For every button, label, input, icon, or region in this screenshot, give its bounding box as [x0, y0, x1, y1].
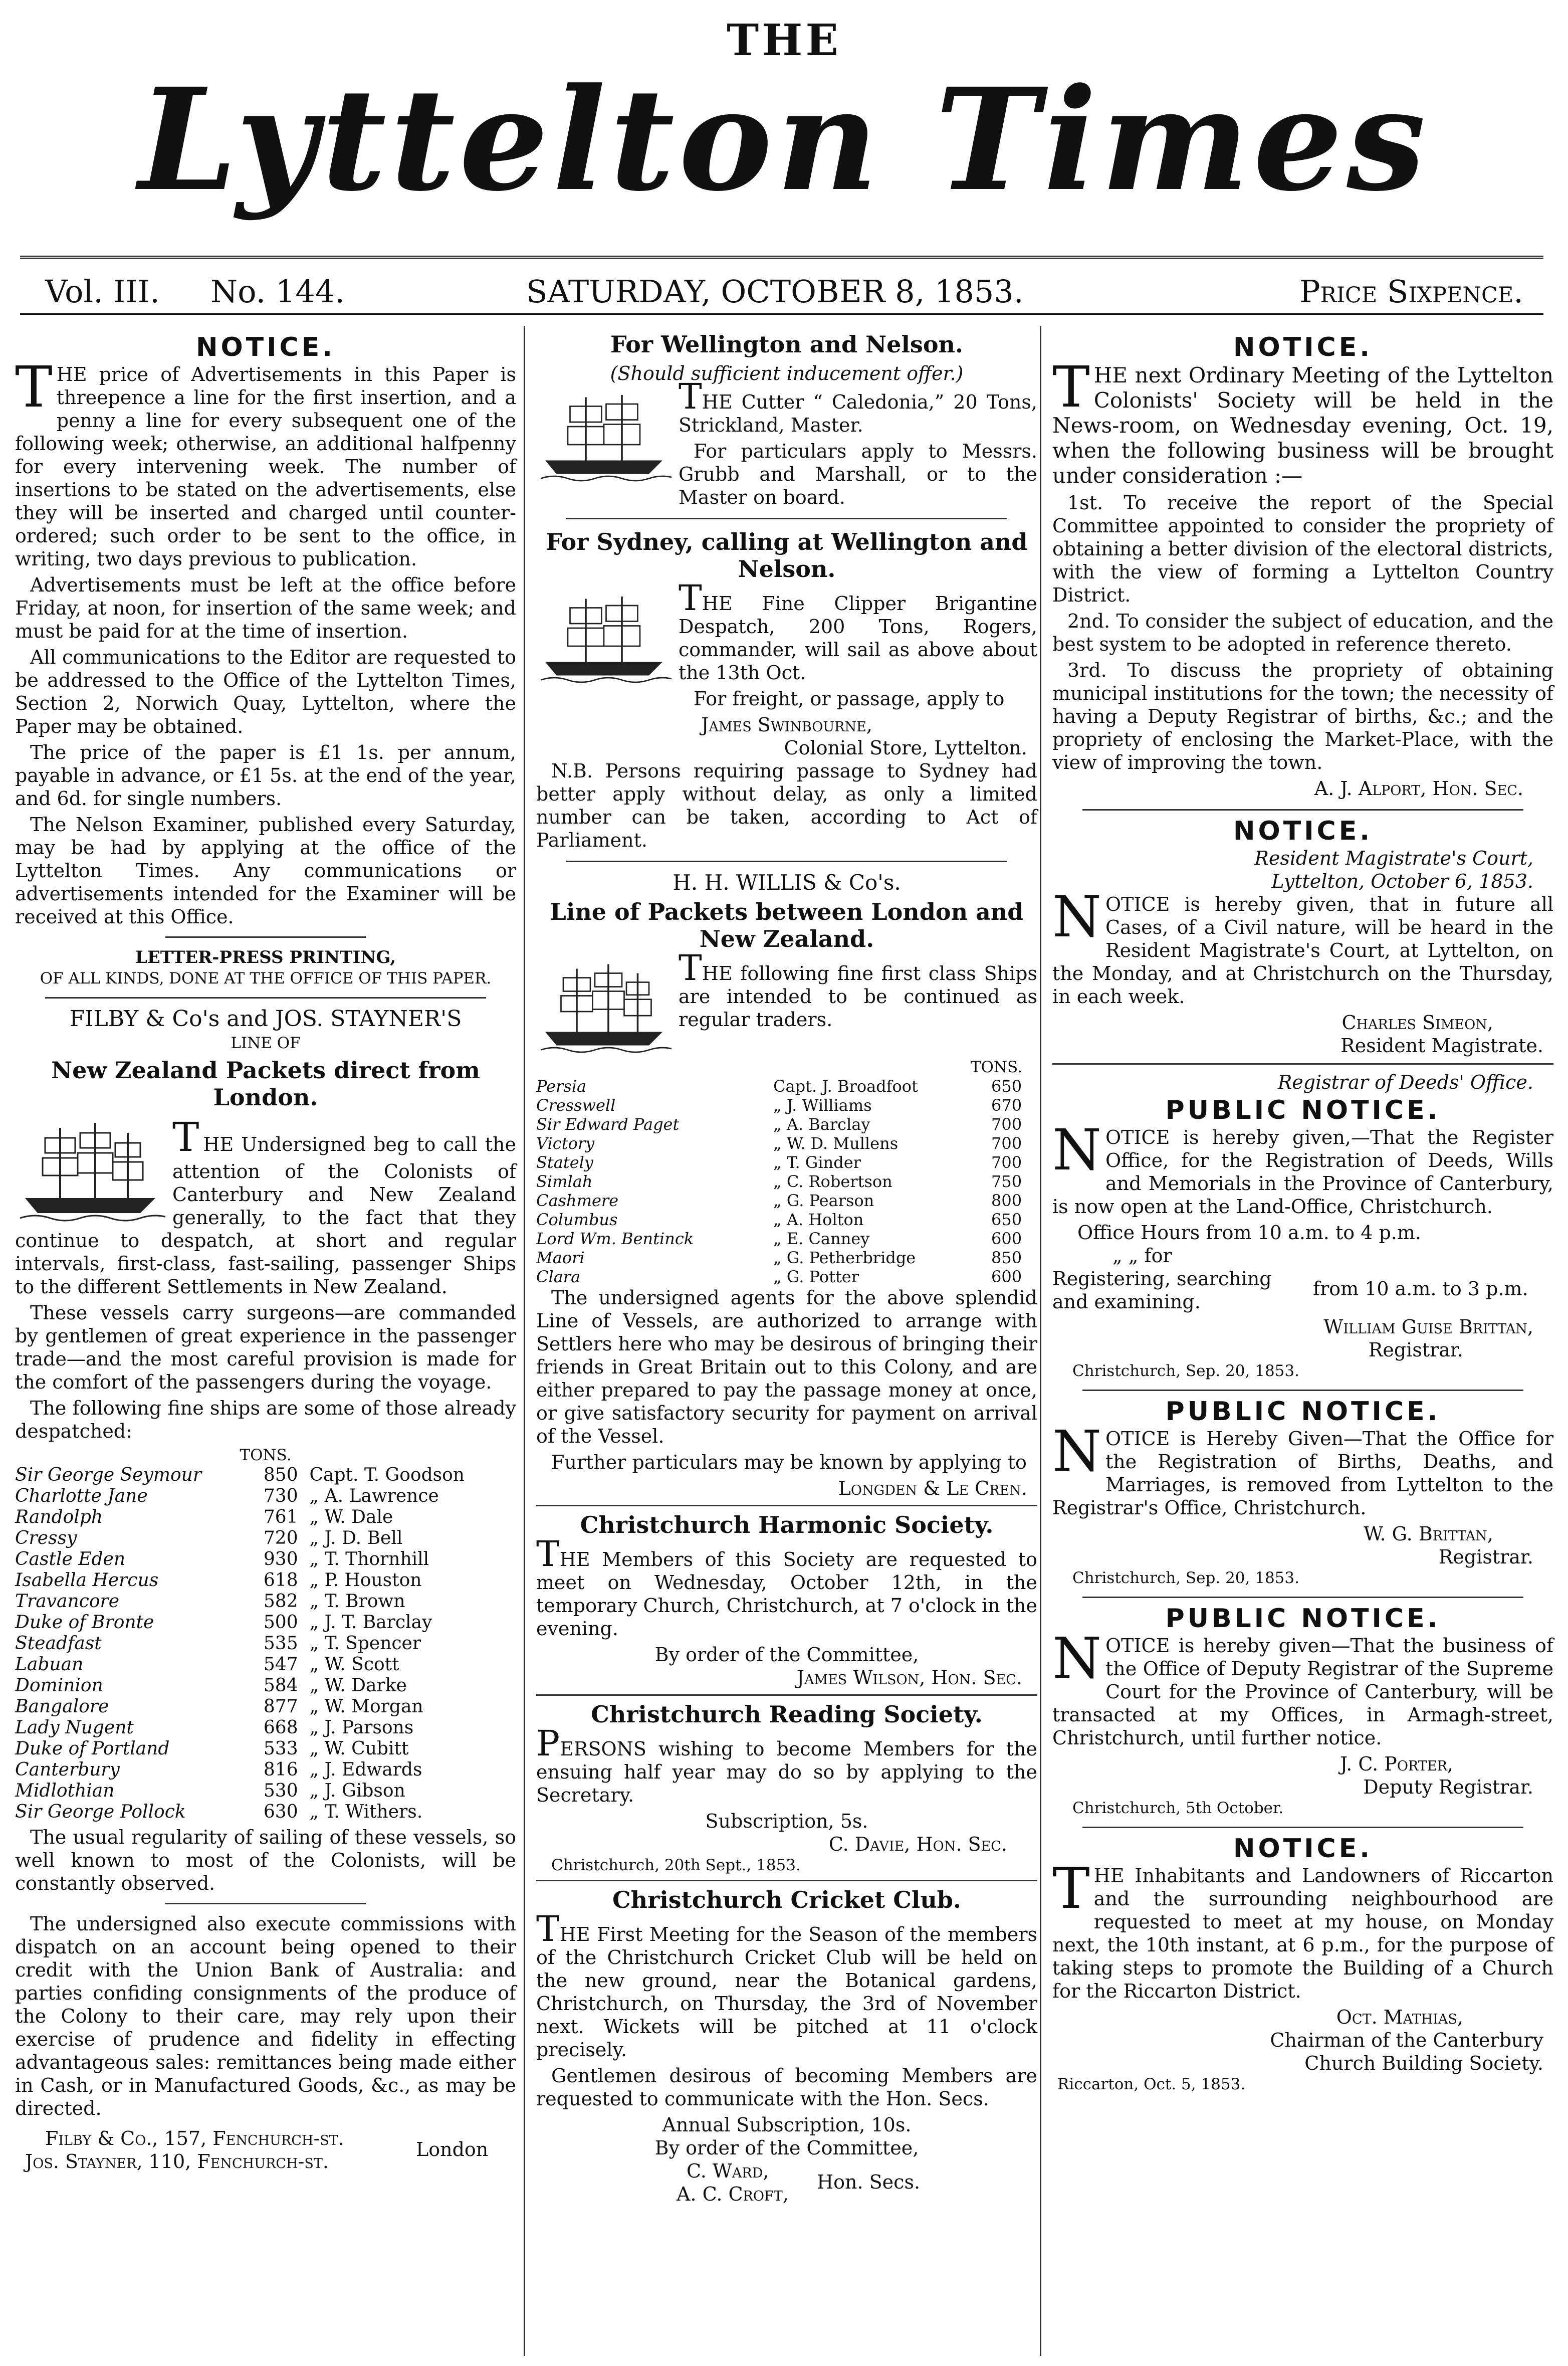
ship-name: Sir George Pollock	[15, 1802, 186, 1822]
dateline-rule	[20, 313, 1543, 315]
ship-row	[536, 1153, 1037, 1172]
office-name: Registrar of Deeds' Office.	[1277, 1071, 1533, 1093]
ship-captain: „ J. Gibson	[309, 1781, 405, 1801]
notice-date: Christchurch, Sep. 20, 1853.	[1072, 1569, 1299, 1587]
filby-line-of: LINE OF	[231, 1034, 301, 1052]
drop-cap: P	[536, 1723, 560, 1764]
willis-text: THE following fine first class Ships are intended to be continued as regular traders.	[679, 947, 1037, 1031]
ship-row	[15, 1654, 516, 1675]
reading-signature: C. Davie, Hon. Sec.	[828, 1833, 1007, 1855]
sydney-signature: Colonial Store, Lyttelton.	[784, 737, 1027, 759]
notice-heading: NOTICE.	[1233, 816, 1373, 846]
tons-label: TONS.	[240, 1446, 292, 1464]
ship-captain: „ T. Withers.	[309, 1802, 423, 1822]
notice-heading: NOTICE.	[1233, 332, 1373, 362]
ship-row	[536, 1172, 1037, 1191]
cricket-text: THE First Meeting for the Season of the members of the Christchurch Cricket Club will be held on the new ground, near the Botanical gardens, Christchurch, on Thursday, the 3rd of November next. Wickets will be pitched at 11 o'clock precisely.	[536, 1908, 1037, 2061]
filby-text: The undersigned also execute commissions with dispatch on an account being opened to their credit with the Union Bank of Australia: and parties confiding consignments of the produce of the Colony to their care, may rely upon their exercise of prudence and fidelity in effecting advantageous sales: remittances being made either in Cash, or in Manufactured Goods, &c., as may be directed.	[15, 1913, 516, 2119]
cricket-text: Gentlemen desirous of becoming Members are requested to communicate with the Hon. Secs.	[536, 2065, 1037, 2110]
notice-text: NOTICE is hereby given—That the business of the Office of Deputy Registrar of the Supreme Court for the Province of Canterbury, will be transacted at my Offices, in Armagh-street, Christchurch, until further notice.	[1052, 1626, 1553, 1749]
notice-text: NOTICE is Hereby Given—That the Office for the Registration of Births, Deaths, and Marriages, is removed from Lyttelton to the Registrar's Office, Christchurch.	[1052, 1419, 1553, 1519]
ship-tons: 618	[263, 1570, 298, 1591]
ship-captain: „ W. D. Mullens	[773, 1134, 899, 1153]
ship-tons: 600	[991, 1267, 1022, 1286]
ship-row	[536, 1191, 1037, 1210]
notice-text: THE next Ordinary Meeting of the Lyttelton Colonists' Society will be held in the News-room, on Wednesday evening, Oct. 19, when the following business will be brought under consideration :—	[1052, 355, 1553, 488]
willis-title: Line of Packets between London and New Zealand.	[550, 898, 1024, 952]
ship-captain: „ T. Thornhill	[309, 1549, 429, 1569]
ship-name: Dominion	[15, 1675, 103, 1696]
ship-captain: „ C. Robertson	[773, 1172, 892, 1191]
public-notice-heading: PUBLIC NOTICE.	[1165, 1397, 1441, 1427]
notice-text: NOTICE is hereby given, that in future all Cases, of a Civil nature, will be heard in the Resident Magistrate's Court, at Lyttelton, on the Monday, and at Christchurch on the Thursday, in each week.	[1052, 885, 1553, 1008]
ship-row	[15, 1507, 516, 1528]
ship-row	[536, 1248, 1037, 1267]
ship-captain: Capt. T. Goodson	[309, 1465, 465, 1485]
separator	[1082, 1597, 1523, 1598]
wn-sub: (Should sufficient inducement offer.)	[610, 362, 964, 384]
notice-text: NOTICE is hereby given,—That the Register Office, for the Registration of Deeds, Wills and Memorials in the Province of Canterbury, is now open at the Land-Office, Christchurch.	[1052, 1118, 1553, 1218]
ship-tons: 700	[991, 1153, 1022, 1172]
notice-text: 2nd. To consider the subject of education, and the best system to be adopted in reference thereto.	[1052, 610, 1553, 655]
ship-captain: „ G. Pearson	[773, 1191, 874, 1210]
notice-date: Christchurch, Sep. 20, 1853.	[1072, 1362, 1299, 1380]
wn-text: For particulars apply to Messrs. Grubb and Marshall, or to the Master on board.	[679, 440, 1037, 508]
ship-illustration	[536, 589, 671, 685]
ship-row	[15, 1465, 516, 1486]
ship-name: Travancore	[15, 1591, 120, 1612]
ship-name: Sir Edward Paget	[536, 1115, 680, 1134]
ship-tons: 730	[263, 1486, 298, 1506]
ship-name: Duke of Portland	[15, 1738, 170, 1759]
wn-text: THE Cutter “ Caledonia,” 20 Tons, Strickland, Master.	[679, 376, 1037, 436]
ship-name: Lord Wm. Bentinck	[536, 1229, 694, 1248]
ship-captain: „ J. D. Bell	[309, 1528, 403, 1548]
ship-captain: „ W. Darke	[309, 1675, 407, 1696]
sydney-heading: For Sydney, calling at Wellington and Nelson.	[546, 528, 1028, 582]
ship-name: Sir George Seymour	[15, 1465, 202, 1485]
notice-subheading: Resident Magistrate's Court,	[1254, 847, 1533, 869]
ship-name: Steadfast	[15, 1633, 102, 1654]
notice-heading: NOTICE.	[196, 332, 335, 362]
notice-signature: Oct. Mathias,	[1336, 2006, 1463, 2028]
ship-captain: „ W. Dale	[309, 1507, 393, 1527]
notice-signature: William Guise Brittan,	[1323, 1316, 1533, 1338]
column-2	[536, 331, 1037, 2208]
ship-name: Cresswell	[536, 1096, 616, 1115]
drop-cap: T	[536, 1533, 560, 1574]
ship-name: Persia	[536, 1077, 587, 1096]
office-hours: Office Hours from 10 a.m. to 4 p.m.	[1077, 1222, 1421, 1244]
ship-name: Lady Nugent	[15, 1717, 134, 1738]
ship-row	[536, 1267, 1037, 1286]
ship-captain: „ A. Lawrence	[309, 1486, 439, 1506]
ship-captain: „ G. Potter	[773, 1267, 859, 1286]
ship-tons: 530	[263, 1781, 298, 1801]
notice-signature: Church Building Society.	[1304, 2052, 1543, 2074]
column-3	[1052, 331, 1553, 2094]
public-notice-heading: PUBLIC NOTICE.	[1165, 1604, 1441, 1634]
notice-date: Christchurch, 5th October.	[1072, 1799, 1284, 1817]
cricket-order: By order of the Committee,	[654, 2137, 919, 2159]
masthead-rule	[20, 256, 1543, 259]
separator	[1082, 809, 1523, 811]
harmonic-signature: James Wilson, Hon. Sec.	[796, 1667, 1022, 1689]
ship-captain: „ J. Edwards	[309, 1759, 422, 1780]
notice-signature: Charles Simeon,	[1341, 1012, 1493, 1034]
ship-row	[15, 1781, 516, 1802]
filby-text: THE Undersigned beg to call the attention of the Colonists of Canterbury and New Zealand generally, to the fact that they continue to despatch, at short and regular intervals, first-class, fast-sailing, passenger Ships to the different Settlements in New Zealand.	[15, 1114, 516, 1298]
sydney-signature: James Swinbourne,	[701, 714, 872, 736]
ship-captain: „ W. Scott	[309, 1654, 399, 1675]
ship-row	[15, 1675, 516, 1696]
notice-text: 3rd. To discuss the propriety of obtaining municipal institutions for the town; the necessity of having a Deputy Registrar of births, &c.; and the propriety of enclosing the Market-Place, with the view of improving the town.	[1052, 659, 1553, 773]
column-1	[15, 331, 516, 2177]
notice-text: The price of the paper is £1 1s. per annum, payable in advance, or £1 5s. at the end of the year, and 6d. for single numbers.	[15, 741, 516, 810]
cricket-subscription: Annual Subscription, 10s.	[662, 2114, 912, 2136]
ship-tons: 850	[263, 1465, 298, 1485]
drop-cap: T	[1052, 355, 1090, 420]
notice-text: THE Inhabitants and Landowners of Riccarton and the surrounding neighbourhood are requested to meet at my house, on Monday next, the 10th instant, at 6 p.m., for the purpose of taking steps to promote the Building of a Church for the Riccarton District.	[1052, 1856, 1553, 2002]
ship-row	[15, 1696, 516, 1717]
ship-row	[536, 1115, 1037, 1134]
ship-tons: 761	[263, 1507, 298, 1527]
notice-signature: Registrar.	[1438, 1546, 1533, 1568]
reading-text: PERSONS wishing to become Members for the ensuing half year may do so by applying to the Secretary.	[536, 1723, 1037, 1806]
ship-name: Cashmere	[536, 1191, 619, 1210]
separator	[536, 1694, 1037, 1696]
drop-cap: T	[679, 577, 702, 619]
notice-signature: Resident Magistrate.	[1340, 1035, 1543, 1057]
ship-row	[15, 1486, 516, 1507]
ship-name: Bangalore	[15, 1696, 109, 1717]
notice-subheading: Lyttelton, October 6, 1853.	[1271, 870, 1533, 892]
drop-cap: N	[1052, 1118, 1101, 1183]
willis-text: Further particulars may be known by applying to	[551, 1451, 1027, 1473]
filby-ship-list	[15, 1465, 516, 1823]
notice-signature: Chairman of the Canterbury	[1270, 2029, 1543, 2051]
notice-signature: Deputy Registrar.	[1363, 1776, 1533, 1798]
notice-text: 1st. To receive the report of the Special Committee appointed to consider the propriety of obtaining a better division of the electoral districts, with the view of forming a Lyttelton Country District.	[1052, 492, 1553, 606]
office-hours: Registering, searching and examining.	[1052, 1268, 1272, 1313]
signature-place: London	[416, 2138, 489, 2160]
signature-role: Hon. Secs.	[817, 2171, 921, 2193]
ship-illustration	[536, 388, 671, 483]
ship-tons: 668	[263, 1717, 298, 1738]
separator	[536, 1880, 1037, 1881]
public-notice-heading: PUBLIC NOTICE.	[1165, 1095, 1441, 1125]
separator	[536, 1505, 1037, 1506]
ship-captain: „ W. Morgan	[309, 1696, 423, 1717]
separator	[1052, 1063, 1553, 1065]
ship-name: Castle Eden	[15, 1549, 126, 1569]
ship-tons: 930	[263, 1549, 298, 1569]
sydney-text: For freight, or passage, apply to	[694, 688, 1005, 710]
ship-tons: 750	[991, 1172, 1022, 1191]
issue-number: No. 144.	[210, 273, 345, 310]
ship-captain: „ T. Spencer	[309, 1633, 421, 1654]
letterpress-heading: LETTER-PRESS PRINTING,	[135, 947, 396, 967]
harmonic-heading: Christchurch Harmonic Society.	[580, 1511, 994, 1538]
drop-cap: T	[15, 355, 53, 420]
ship-row	[15, 1802, 516, 1823]
willis-ship-list	[536, 1077, 1037, 1286]
newspaper-title: Lyttelton Times	[138, 58, 1430, 223]
wn-heading: For Wellington and Nelson.	[610, 331, 963, 358]
drop-cap: N	[1052, 1626, 1101, 1691]
ship-tons: 670	[991, 1096, 1022, 1115]
ship-tons: 816	[263, 1759, 298, 1780]
notice-date: Riccarton, Oct. 5, 1853.	[1057, 2075, 1246, 2093]
ship-name: Midlothian	[15, 1781, 115, 1801]
cricket-signature	[536, 2159, 1037, 2208]
ship-name: Labuan	[15, 1654, 84, 1675]
filby-signature	[15, 2127, 516, 2177]
sydney-text: THE Fine Clipper Brigantine Despatch, 200 Tons, Rogers, commander, will sail as above about the 13th Oct.	[679, 577, 1037, 684]
notice-signature: A. J. Alport, Hon. Sec.	[1314, 777, 1523, 800]
ship-name: Isabella Hercus	[15, 1570, 159, 1591]
drop-cap: T	[536, 1908, 560, 1949]
ship-captain: „ E. Canney	[773, 1229, 870, 1248]
ship-row	[15, 1528, 516, 1549]
ship-name: Maori	[536, 1248, 585, 1267]
harmonic-text: THE Members of this Society are requested to meet on Wednesday, October 12th, in the temporary Church, Christchurch, at 7 o'clock in the evening.	[536, 1533, 1037, 1640]
ship-row	[536, 1210, 1037, 1229]
harmonic-order: By order of the Committee,	[654, 1644, 919, 1666]
ship-illustration	[15, 1118, 165, 1223]
tons-label: TONS.	[970, 1058, 1022, 1076]
ship-row	[15, 1549, 516, 1570]
drop-cap: T	[172, 1114, 199, 1160]
ship-tons: 600	[991, 1229, 1022, 1248]
ship-tons: 535	[263, 1633, 298, 1654]
ship-tons: 533	[263, 1738, 298, 1759]
ship-name: Canterbury	[15, 1759, 120, 1780]
cricket-heading: Christchurch Cricket Club.	[612, 1886, 961, 1913]
reading-subscription: Subscription, 5s.	[705, 1810, 868, 1832]
ship-captain: „ J. Parsons	[309, 1717, 414, 1738]
ship-captain: „ W. Cubitt	[309, 1738, 409, 1759]
ship-row	[536, 1077, 1037, 1096]
ship-tons: 700	[991, 1134, 1022, 1153]
ship-name: Cressy	[15, 1528, 77, 1548]
ship-row	[15, 1633, 516, 1654]
ship-captain: „ J. Williams	[773, 1096, 872, 1115]
signature-line: Jos. Stayner, 110, Fenchurch-st.	[25, 2150, 329, 2173]
notice-signature: W. G. Brittan,	[1364, 1523, 1493, 1545]
willis-heading: H. H. WILLIS & Co's.	[673, 870, 901, 895]
separator	[45, 997, 486, 999]
notice-text: Advertisements must be left at the office before Friday, at noon, for insertion of the same week; and must be paid for at the time of insertion.	[15, 574, 516, 642]
ship-row	[536, 1096, 1037, 1115]
ship-illustration	[536, 959, 671, 1055]
column-divider	[1040, 326, 1041, 2356]
notice-heading: NOTICE.	[1233, 1834, 1373, 1864]
reading-heading: Christchurch Reading Society.	[591, 1701, 983, 1728]
ship-tons: 630	[263, 1802, 298, 1822]
notice-text: THE price of Advertisements in this Paper is threepence a line for the first insertion, and a penny a line for every subsequent one of the following week; otherwise, an additional halfpenny for every intervening week. The number of insertions to be stated on the advertisements, else they will be inserted and charged until counter-ordered; such order to be sent to the office, in writing, two days previous to publication.	[15, 355, 516, 570]
notice-signature: Registrar.	[1368, 1339, 1463, 1361]
ship-name: Duke of Bronte	[15, 1612, 154, 1633]
filby-heading: FILBY & Co's and JOS. STAYNER'S	[69, 1006, 462, 1032]
ship-row	[15, 1612, 516, 1633]
drop-cap: T	[679, 947, 702, 989]
ship-row	[15, 1570, 516, 1591]
drop-cap: N	[1052, 885, 1101, 950]
willis-signature: Longden & Le Cren.	[838, 1477, 1027, 1499]
ship-name: Randolph	[15, 1507, 103, 1527]
ship-row	[15, 1759, 516, 1781]
ship-captain: „ G. Petherbridge	[773, 1248, 916, 1267]
separator	[1082, 1827, 1523, 1828]
office-hours-block	[1052, 1267, 1553, 1315]
filby-text: These vessels carry surgeons—are commanded by gentlemen of great experience in the passenger trade—and the most careful provision is made for the comfort of the passengers during the voyage.	[15, 1302, 516, 1393]
ship-captain: „ T. Brown	[309, 1591, 405, 1612]
drop-cap: N	[1052, 1419, 1101, 1484]
masthead-the: THE	[727, 15, 841, 66]
ship-name: Simlah	[536, 1172, 593, 1191]
drop-cap: T	[679, 376, 702, 417]
ship-tons: 584	[263, 1675, 298, 1696]
ship-row	[15, 1717, 516, 1738]
ship-captain: „ T. Ginder	[773, 1153, 861, 1172]
ship-name: Stately	[536, 1153, 593, 1172]
signature-line: C. Ward,	[687, 2160, 769, 2182]
issue-date: SATURDAY, OCTOBER 8, 1853.	[526, 273, 1024, 310]
notice-signature: J. C. Porter,	[1339, 1753, 1453, 1775]
ship-captain: Capt. J. Broadfoot	[773, 1077, 918, 1096]
separator	[566, 518, 1007, 519]
separator	[566, 861, 1007, 862]
office-hours: „ „ for	[1112, 1245, 1172, 1267]
ship-row	[15, 1738, 516, 1759]
ship-tons: 800	[991, 1191, 1022, 1210]
ship-tons: 700	[991, 1115, 1022, 1134]
sydney-text: N.B. Persons requiring passage to Sydney had better apply without delay, as only a limited number can be taken, according to Act of Parliament.	[536, 760, 1037, 851]
ship-row	[15, 1591, 516, 1612]
price: Price Sixpence.	[1299, 273, 1523, 310]
dateline	[45, 273, 1523, 313]
ship-captain: „ P. Houston	[309, 1570, 422, 1591]
ship-name: Columbus	[536, 1210, 618, 1229]
ship-name: Clara	[536, 1267, 581, 1286]
notice-text: All communications to the Editor are requested to be addressed to the Office of the Lyttelton Times, Section 2, Norwich Quay, Lyttelton, where the Paper may be obtained.	[15, 646, 516, 737]
ship-tons: 650	[991, 1077, 1022, 1096]
ship-row	[536, 1229, 1037, 1248]
volume: Vol. III.	[45, 273, 160, 310]
ship-tons: 500	[263, 1612, 298, 1633]
ship-captain: „ A. Holton	[773, 1210, 864, 1229]
notice-text: The Nelson Examiner, published every Saturday, may be had by applying at the office of the Lyttelton Times. Any communications or advertisements intended for the Examiner will be received at this Office.	[15, 814, 516, 928]
office-hours: from 10 a.m. to 3 p.m.	[1313, 1278, 1528, 1300]
ship-tons: 547	[263, 1654, 298, 1675]
drop-cap: T	[1052, 1856, 1090, 1921]
willis-text: The undersigned agents for the above splendid Line of Vessels, are authorized to arrange with Settlers here who may be desirous of bringing their friends in Great Britain out to this Colony, and are either prepared to pay the passage money at once, or give satisfactory security for payment on arrival of the Vessel.	[536, 1287, 1037, 1447]
ship-tons: 582	[263, 1591, 298, 1612]
filby-text: The usual regularity of sailing of these vessels, so well known to most of the Colonists, will be constantly observed.	[15, 1826, 516, 1894]
ship-captain: „ J. T. Barclay	[309, 1612, 432, 1633]
letterpress-sub: OF ALL KINDS, DONE AT THE OFFICE OF THIS PAPER.	[40, 969, 492, 988]
separator	[165, 1903, 366, 1904]
masthead	[0, 0, 1568, 261]
ship-name: Charlotte Jane	[15, 1486, 148, 1506]
ship-tons: 877	[263, 1696, 298, 1717]
filby-title: New Zealand Packets direct from London.	[51, 1057, 480, 1111]
signature-line: A. C. Croft,	[677, 2183, 789, 2205]
filby-text: The following fine ships are some of those already despatched:	[15, 1397, 516, 1442]
signature-line: Filby & Co., 157, Fenchurch-st.	[45, 2127, 344, 2149]
separator	[1082, 1390, 1523, 1391]
ship-captain: „ A. Barclay	[773, 1115, 870, 1134]
reading-date: Christchurch, 20th Sept., 1853.	[551, 1856, 801, 1874]
ship-tons: 850	[991, 1248, 1022, 1267]
column-divider	[524, 326, 525, 2356]
separator	[165, 936, 366, 938]
ship-tons: 720	[263, 1528, 298, 1548]
ship-row	[536, 1134, 1037, 1153]
ship-name: Victory	[536, 1134, 595, 1153]
ship-tons: 650	[991, 1210, 1022, 1229]
